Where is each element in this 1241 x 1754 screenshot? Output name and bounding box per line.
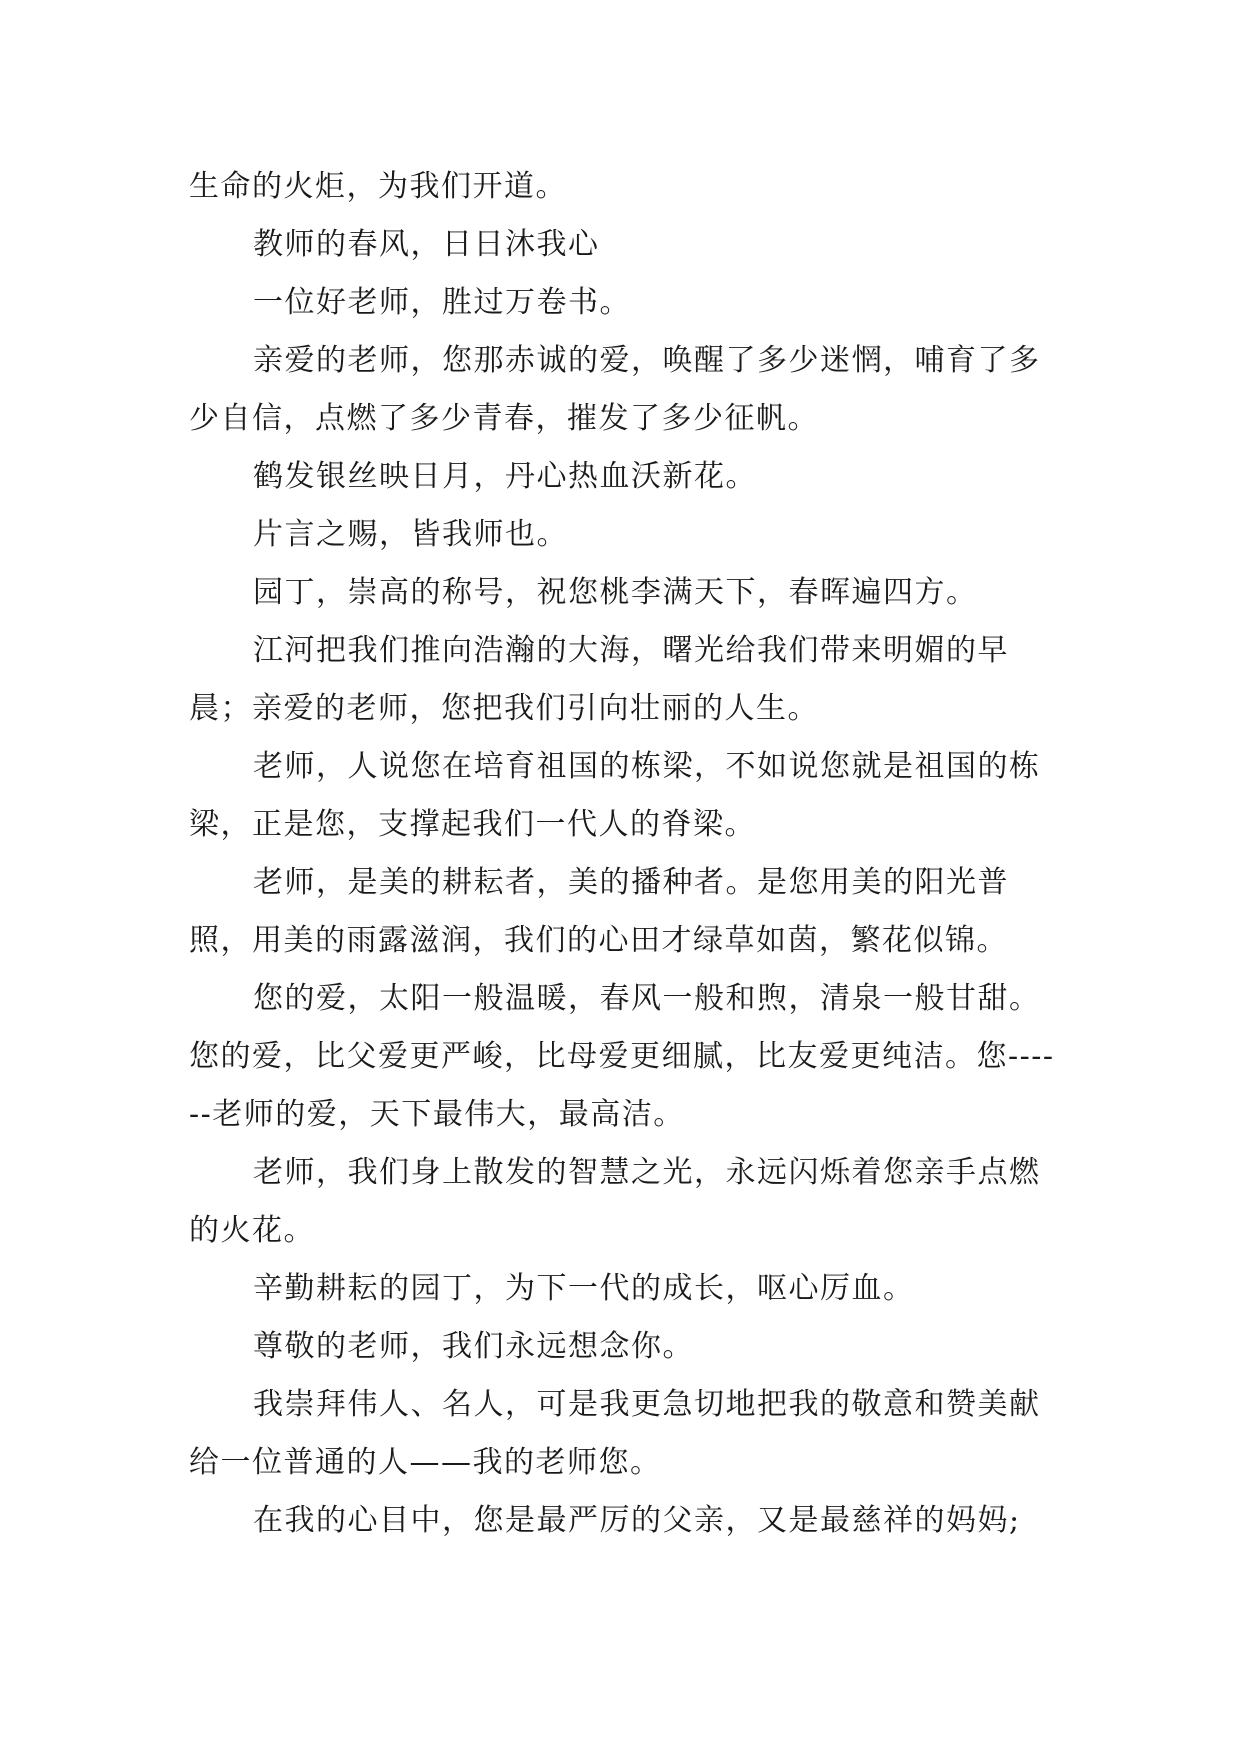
paragraph: 在我的心目中，您是最严厉的父亲，又是最慈祥的妈妈;	[253, 1503, 1021, 1538]
paragraph: 老师，是美的耕耘者，美的播种者。是您用美的阳光普照，用美的雨露滋润，我们的心田才绿草如茵，繁花似锦。	[189, 865, 1009, 958]
paragraph: 老师，我们身上散发的智慧之光，永远闪烁着您亲手点燃的火花。	[189, 1155, 1041, 1248]
document-body	[189, 158, 1064, 1550]
paragraph: 教师的春风，日日沐我心	[253, 227, 600, 262]
paragraph: 一位好老师，胜过万卷书。	[253, 285, 631, 320]
paragraph: 您的爱，太阳一般温暖，春风一般和煦，清泉一般甘甜。您的爱，比父爱更严峻，比母爱更细腻，比友爱更纯洁。您------老师的爱，天下最伟大，最高洁。	[189, 981, 1055, 1132]
paragraph: 江河把我们推向浩瀚的大海，曙光给我们带来明媚的早晨；亲爱的老师，您把我们引向壮丽的人生。	[189, 633, 1009, 726]
paragraph: 我崇拜伟人、名人，可是我更急切地把我的敬意和赞美献给一位普通的人——我的老师您。	[189, 1387, 1041, 1480]
paragraph: 生命的火炬，为我们开道。	[189, 169, 567, 204]
paragraph: 园丁，崇高的称号，祝您桃李满天下，春晖遍四方。	[253, 575, 978, 610]
paragraph: 辛勤耕耘的园丁，为下一代的成长，呕心厉血。	[253, 1271, 915, 1306]
paragraph: 老师，人说您在培育祖国的栋梁，不如说您就是祖国的栋梁，正是您，支撑起我们一代人的脊梁。	[189, 749, 1041, 842]
paragraph: 鹤发银丝映日月，丹心热血沃新花。	[253, 459, 757, 494]
paragraph: 片言之赐，皆我师也。	[253, 517, 568, 552]
paragraph: 亲爱的老师，您那赤诚的爱，唤醒了多少迷惘，哺育了多少自信，点燃了多少青春，摧发了多少征帆。	[189, 343, 1041, 436]
paragraph: 尊敬的老师，我们永远想念你。	[253, 1329, 694, 1364]
